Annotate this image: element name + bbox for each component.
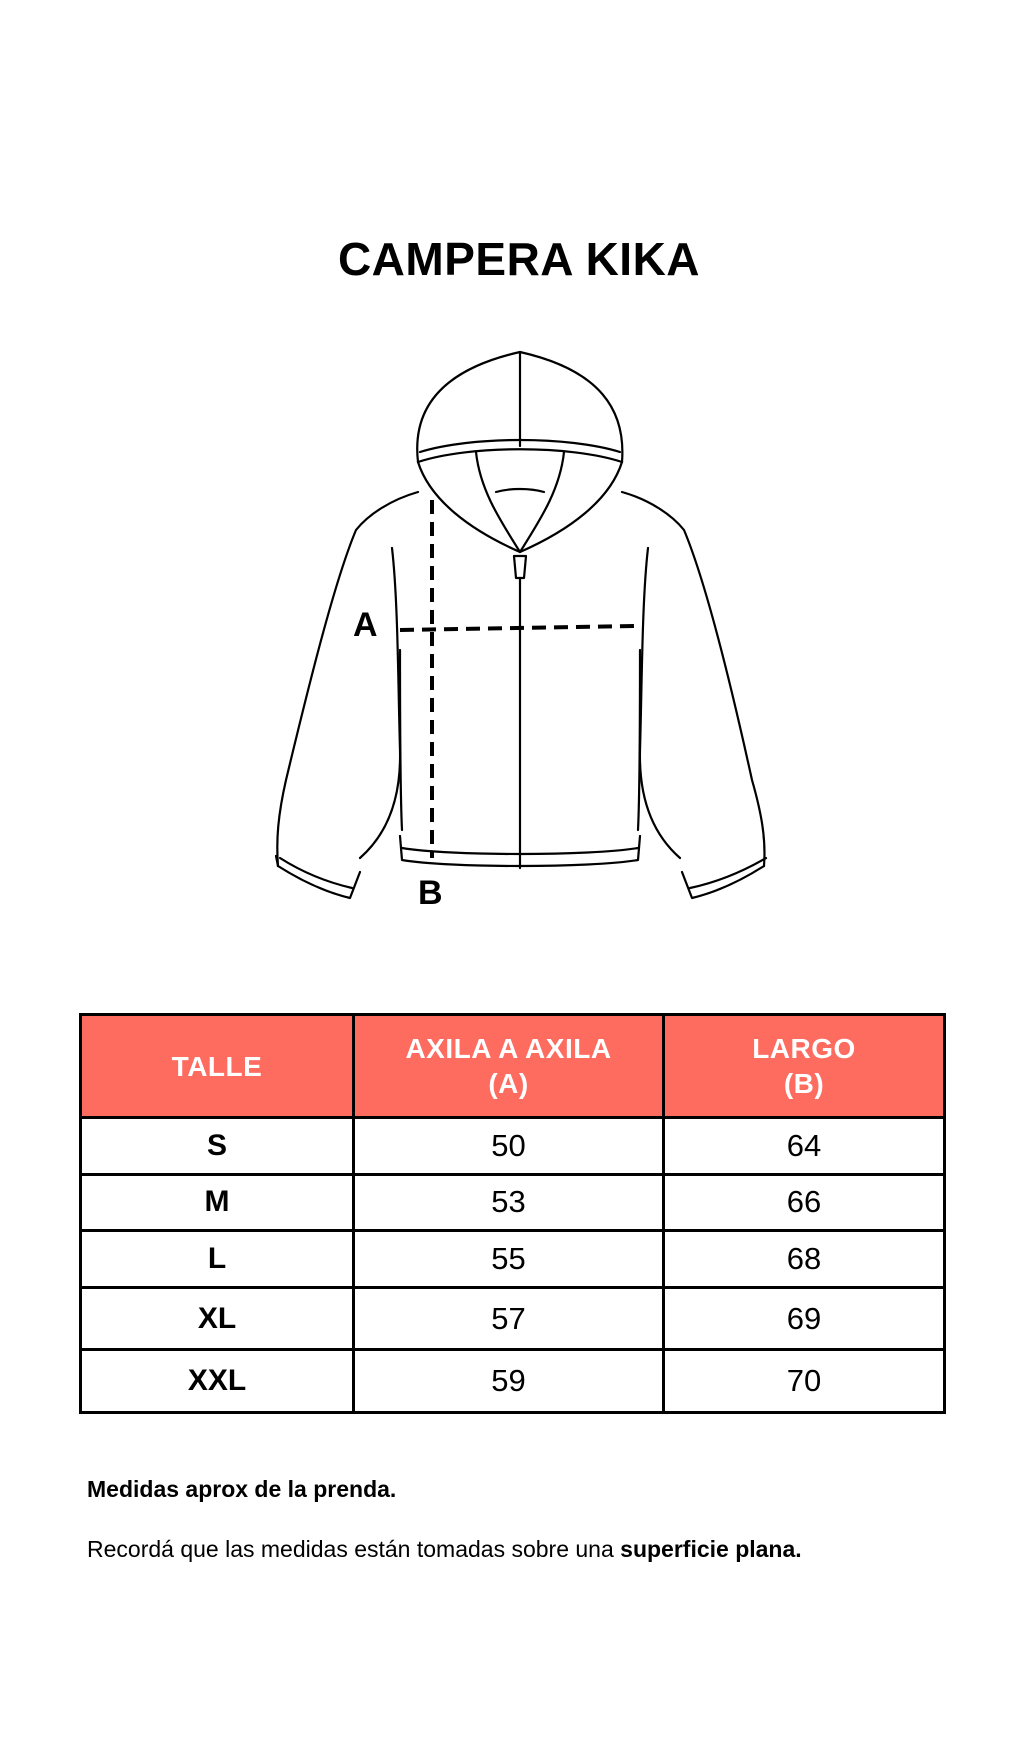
cell-talle: XL — [81, 1287, 354, 1350]
header-axila-label: AXILA A AXILA — [405, 1033, 612, 1064]
table-row — [81, 1350, 945, 1413]
table-header-row — [81, 1015, 945, 1118]
cell-axila: 55 — [354, 1231, 664, 1288]
flat-surface-emphasis: superficie plana. — [620, 1536, 802, 1562]
cell-largo: 64 — [664, 1118, 945, 1175]
table-row — [81, 1174, 945, 1231]
cell-talle: M — [81, 1174, 354, 1231]
cell-talle: S — [81, 1118, 354, 1175]
header-largo-code: (B) — [783, 1068, 825, 1099]
approx-measures-note: Medidas aprox de la prenda. — [87, 1476, 397, 1502]
cell-axila: 50 — [354, 1118, 664, 1175]
cell-largo: 66 — [664, 1174, 945, 1231]
header-largo-label: LARGO — [752, 1033, 856, 1064]
measure-label-a: A — [353, 606, 378, 644]
cell-axila: 57 — [354, 1287, 664, 1350]
table-row — [81, 1118, 945, 1175]
cell-largo: 68 — [664, 1231, 945, 1288]
cell-talle: XXL — [81, 1350, 354, 1413]
measure-label-b: B — [418, 874, 443, 912]
header-largo — [664, 1015, 945, 1118]
page-title: CAMPERA KIKA — [337, 233, 701, 285]
flat-surface-note-text: Recordá que las medidas están tomadas sobre una — [87, 1536, 621, 1562]
cell-axila: 53 — [354, 1174, 664, 1231]
header-axila-code: (A) — [488, 1068, 529, 1099]
header-talle-label: TALLE — [171, 1050, 263, 1082]
table-row — [81, 1287, 945, 1350]
size-table — [79, 1013, 946, 1414]
cell-largo: 70 — [664, 1350, 945, 1413]
cell-axila: 59 — [354, 1350, 664, 1413]
header-talle — [81, 1015, 354, 1118]
cell-talle: L — [81, 1231, 354, 1288]
table-row — [81, 1231, 945, 1288]
header-axila — [354, 1015, 664, 1118]
flat-surface-note — [87, 1536, 802, 1563]
cell-largo: 69 — [664, 1287, 945, 1350]
